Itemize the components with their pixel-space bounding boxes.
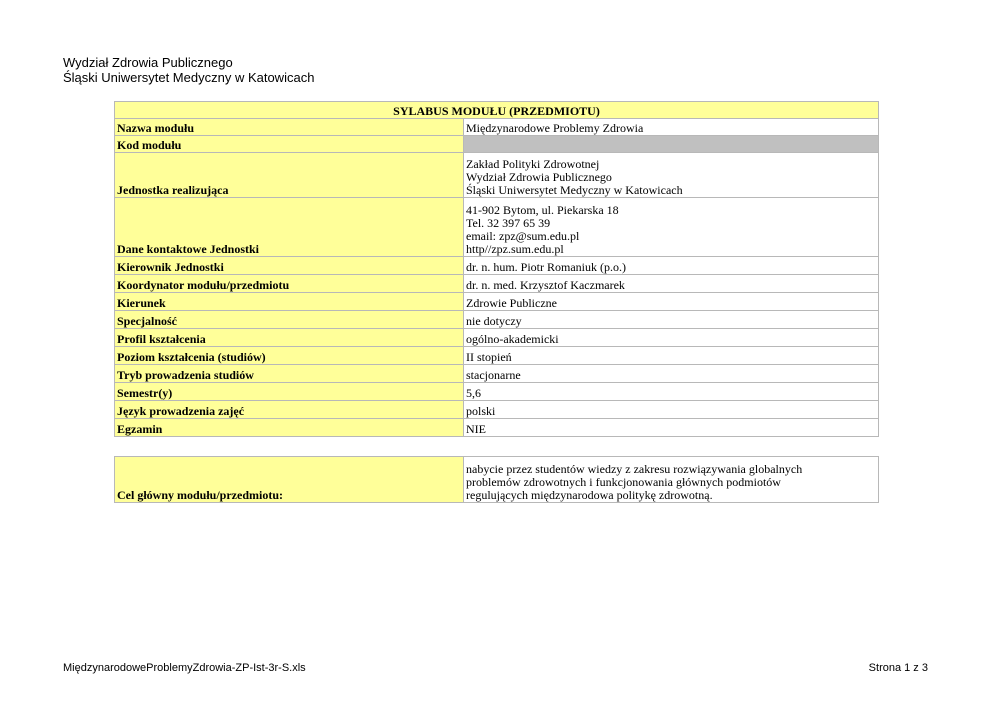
- syllabus-title: SYLABUS MODUŁU (PRZEDMIOTU): [115, 102, 879, 119]
- table-row: [115, 153, 879, 198]
- table-row: [115, 275, 879, 293]
- table-title-row: [115, 102, 879, 119]
- table-row: [115, 257, 879, 275]
- row-label: Semestr(y): [115, 383, 464, 401]
- row-label: Dane kontaktowe Jednostki: [115, 198, 464, 257]
- footer-filename: MiędzynarodoweProblemyZdrowia-ZP-Ist-3r-S.xls: [63, 662, 306, 674]
- row-label: Specjalność: [115, 311, 464, 329]
- goal-row: [115, 457, 879, 503]
- table-row: [115, 383, 879, 401]
- goal-value: nabycie przez studentów wiedzy z zakresu rozwiązywania globalnych problemów zdrowotnych i funkcjonowania głównych podmiotów regulujących międzynarodowa politykę zdrowotną.: [464, 457, 879, 503]
- table-row: [115, 347, 879, 365]
- goal-table: [114, 456, 879, 503]
- table-row: [115, 119, 879, 136]
- row-value: polski: [464, 401, 879, 419]
- row-value: ogólno-akademicki: [464, 329, 879, 347]
- table-row: [115, 136, 879, 153]
- row-value: 41-902 Bytom, ul. Piekarska 18 Tel. 32 397 65 39 email: zpz@sum.edu.pl http//zpz.sum.edu.pl: [464, 198, 879, 257]
- row-label: Kierunek: [115, 293, 464, 311]
- page-header: [63, 55, 314, 85]
- row-value: NIE: [464, 419, 879, 437]
- row-value: dr. n. hum. Piotr Romaniuk (p.o.): [464, 257, 879, 275]
- university-name: Śląski Uniwersytet Medyczny w Katowicach: [63, 70, 315, 85]
- syllabus-table: [114, 101, 879, 437]
- row-value: 5,6: [464, 383, 879, 401]
- table-row: [115, 198, 879, 257]
- row-value: II stopień: [464, 347, 879, 365]
- row-value: Zakład Polityki Zdrowotnej Wydział Zdrowia Publicznego Śląski Uniwersytet Medyczny w Katowicach: [464, 153, 879, 198]
- table-row: [115, 419, 879, 437]
- table-row: [115, 329, 879, 347]
- row-value: Międzynarodowe Problemy Zdrowia: [464, 119, 879, 136]
- footer-page-number: Strona 1 z 3: [868, 662, 928, 674]
- row-label: Tryb prowadzenia studiów: [115, 365, 464, 383]
- row-label: Koordynator modułu/przedmiotu: [115, 275, 464, 293]
- row-label: Profil kształcenia: [115, 329, 464, 347]
- table-row: [115, 365, 879, 383]
- row-label: Kod modułu: [115, 136, 464, 153]
- row-label: Język prowadzenia zajęć: [115, 401, 464, 419]
- faculty-name: Wydział Zdrowia Publicznego: [63, 55, 233, 70]
- row-value: Zdrowie Publiczne: [464, 293, 879, 311]
- row-value: stacjonarne: [464, 365, 879, 383]
- table-row: [115, 401, 879, 419]
- goal-label: Cel główny modułu/przedmiotu:: [115, 457, 464, 503]
- table-row: [115, 311, 879, 329]
- row-value-empty: [464, 136, 879, 153]
- row-value: dr. n. med. Krzysztof Kaczmarek: [464, 275, 879, 293]
- row-label: Kierownik Jednostki: [115, 257, 464, 275]
- row-label: Egzamin: [115, 419, 464, 437]
- table-row: [115, 293, 879, 311]
- row-label: Poziom kształcenia (studiów): [115, 347, 464, 365]
- row-value: nie dotyczy: [464, 311, 879, 329]
- row-label: Jednostka realizująca: [115, 153, 464, 198]
- row-label: Nazwa modułu: [115, 119, 464, 136]
